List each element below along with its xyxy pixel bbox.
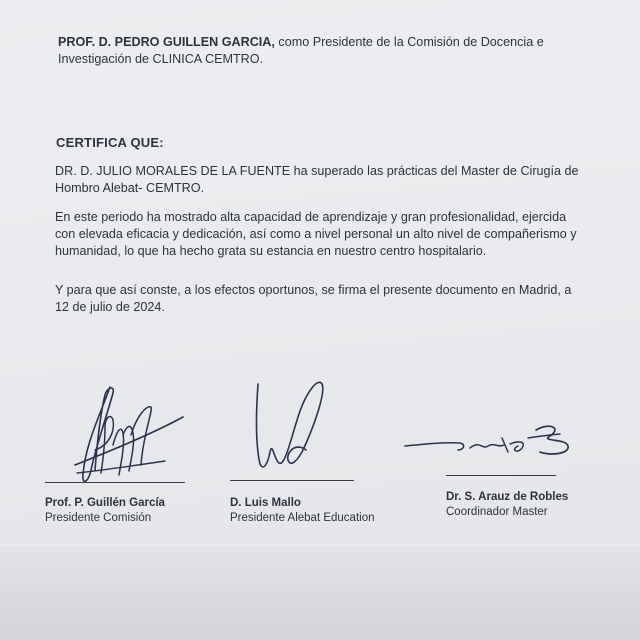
signatory-name-1: Prof. P. Guillén García bbox=[45, 497, 165, 509]
signatory-name-2: D. Luis Mallo bbox=[230, 497, 301, 509]
background-sheet bbox=[0, 547, 640, 640]
signatory-role-2: Presidente Alebat Education bbox=[230, 512, 375, 524]
certifies-heading: CERTIFICA QUE: bbox=[56, 135, 164, 150]
signature-line-2 bbox=[230, 480, 354, 481]
body-paragraph-closing: Y para que así conste, a los efectos oportunos, se firma el presente documento en Madrid, a 12 de julio de 2024. bbox=[55, 283, 572, 314]
signature-arauz bbox=[400, 418, 580, 468]
issuer-role-text: como Presidente de la Comisión de Docencia e Investigación de CLINICA CEMTRO. bbox=[58, 35, 544, 66]
signatory-name-3: Dr. S. Arauz de Robles bbox=[446, 491, 569, 503]
signatory-role-1: Presidente Comisión bbox=[45, 512, 152, 524]
signature-guillen bbox=[55, 375, 195, 495]
signatory-role-3: Coordinador Master bbox=[446, 506, 548, 518]
body-paragraph-evaluation: En este periodo ha mostrado alta capacidad de aprendizaje y gran profesionalidad, ejercida con elevada eficacia y dedicación, así como a nivel personal un alto nivel de compañerismo y humanidad, lo que ha hecho grata su estancia en nuestro centro hospitalario. bbox=[55, 210, 577, 258]
signature-line-3 bbox=[446, 475, 556, 476]
body-paragraph-completion: DR. D. JULIO MORALES DE LA FUENTE ha superado las prácticas del Master de Cirugía de Hombro Alebat- CEMTRO. bbox=[55, 164, 579, 195]
signature-line-1 bbox=[45, 482, 185, 483]
issuer-name: PROF. D. PEDRO GUILLEN GARCIA, bbox=[58, 35, 275, 49]
signature-mallo bbox=[240, 372, 340, 482]
intro-paragraph bbox=[58, 34, 598, 68]
